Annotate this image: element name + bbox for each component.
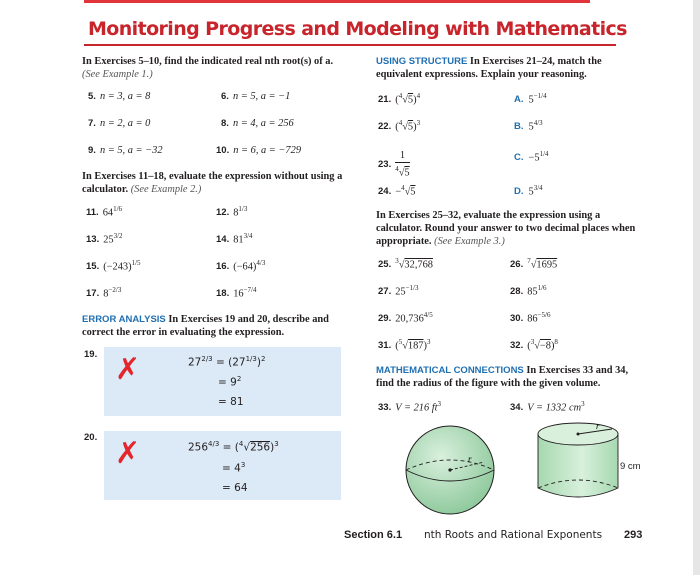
exercise-28: 28. $85^{1/6}$ bbox=[510, 284, 547, 298]
footer-topic: nth Roots and Rational Exponents bbox=[424, 529, 603, 541]
top-accent-bar bbox=[84, 0, 590, 3]
exercise-23: 23. $\frac{1}{^4√5}$ bbox=[378, 150, 410, 179]
instructions-19-20: ERROR ANALYSIS In Exercises 19 and 20, describe and correct the error in evaluating the expression. bbox=[82, 314, 329, 338]
instructions-21-24: USING STRUCTURE In Exercises 21–24, match the equivalent expressions. Explain your reasoning. bbox=[376, 56, 602, 80]
instructions-5-10: In Exercises 5–10, find the indicated real nth root(s) of a. (See Example 1.) bbox=[82, 56, 334, 80]
exercise-27: 27. $25^{-1/3}$ bbox=[378, 284, 419, 298]
exercise-29: 29. $20,736^{4/5}$ bbox=[378, 311, 433, 325]
page-title: Monitoring Progress and Modeling with Mathematics bbox=[88, 18, 627, 40]
error-x-icon: ✗ bbox=[115, 352, 141, 387]
work-19-line1: $27^{2/3} = (27^{1/3})^2$ bbox=[188, 355, 266, 369]
footer-section: Section 6.1 bbox=[344, 529, 403, 541]
exercise-31: 31. $(^5√187)^3$ bbox=[378, 338, 431, 352]
exercise-9: 9. n = 5, a = −32 bbox=[88, 145, 163, 156]
exercise-16: 16. $(-64)^{4/3}$ bbox=[216, 259, 266, 273]
exercise-6: 6. n = 5, a = −1 bbox=[221, 91, 291, 102]
cylinder-height-label: 9 cm bbox=[620, 461, 641, 472]
title-underline bbox=[84, 44, 616, 46]
exercise-18: 18. $16^{-7/4}$ bbox=[216, 286, 257, 300]
exercise-26: 26. $^7$√1695 bbox=[510, 257, 558, 271]
exercise-10: 10. n = 6, a = −729 bbox=[216, 145, 302, 156]
exercise-32: 32. $(^3√-8)^8$ bbox=[510, 338, 558, 352]
exercise-33: 33. V = 216 $ft^3$ bbox=[378, 400, 442, 414]
exercise-30: 30. $86^{-5/6}$ bbox=[510, 311, 551, 325]
exercise-22: 22. $(^4√5)^3$ bbox=[378, 119, 421, 133]
work-20-line2: = $4^3$ bbox=[222, 461, 246, 475]
answer-d: D. $5^{3/4}$ bbox=[514, 184, 543, 198]
work-19-line2: = $9^2$ bbox=[218, 375, 242, 389]
exercise-20-number: 20. bbox=[84, 432, 98, 443]
page-number: 293 bbox=[624, 529, 643, 541]
exercise-17: 17. $8^{-2/3}$ bbox=[86, 286, 122, 300]
exercise-25: 25. $^3$√32,768 bbox=[378, 257, 433, 271]
svg-text:r: r bbox=[468, 454, 472, 464]
answer-b: B. $5^{4/3}$ bbox=[514, 119, 543, 133]
work-20-line3: = 64 bbox=[222, 482, 248, 494]
exercise-21: 21. $(^4√5)^4$ bbox=[378, 92, 421, 106]
exercise-7: 7. n = 2, a = 0 bbox=[88, 118, 151, 129]
work-19-line3: = 81 bbox=[218, 396, 244, 408]
svg-text:r: r bbox=[596, 421, 600, 431]
exercise-19-number: 19. bbox=[84, 349, 98, 360]
answer-a: A. $5^{-1/4}$ bbox=[514, 92, 547, 106]
error-x-icon: ✗ bbox=[115, 436, 141, 471]
exercise-8: 8. n = 4, a = 256 bbox=[221, 118, 294, 129]
exercise-12: 12. $8^{1/3}$ bbox=[216, 205, 248, 219]
instructions-11-18: In Exercises 11–18, evaluate the expression without using a calculator. (See Example 2.) bbox=[82, 171, 343, 195]
sphere-figure bbox=[400, 422, 500, 518]
instructions-33-34: MATHEMATICAL CONNECTIONS In Exercises 33 and 34, find the radius of the figure with the given volume. bbox=[376, 365, 629, 389]
exercise-34: 34. V = 1332 $cm^3$ bbox=[510, 400, 585, 414]
exercise-24: 24. −$^4$√5 bbox=[378, 184, 416, 198]
instructions-25-32: In Exercises 25–32, evaluate the expression using a calculator. Round your answer to two decimal places when appropriate. (See Example 3.) bbox=[376, 210, 636, 247]
work-20-line1: $256^{4/3} = (^4√256)^3$ bbox=[188, 440, 279, 454]
exercise-13: 13. $25^{3/2}$ bbox=[86, 232, 123, 246]
answer-c: C. $-5^{1/4}$ bbox=[514, 150, 549, 164]
exercise-15: 15. $(-243)^{1/5}$ bbox=[86, 259, 141, 273]
scan-edge bbox=[693, 0, 700, 575]
exercise-5: 5. n = 3, a = 8 bbox=[88, 91, 151, 102]
exercise-14: 14. $81^{3/4}$ bbox=[216, 232, 253, 246]
exercise-11: 11. $64^{1/6}$ bbox=[86, 205, 123, 219]
